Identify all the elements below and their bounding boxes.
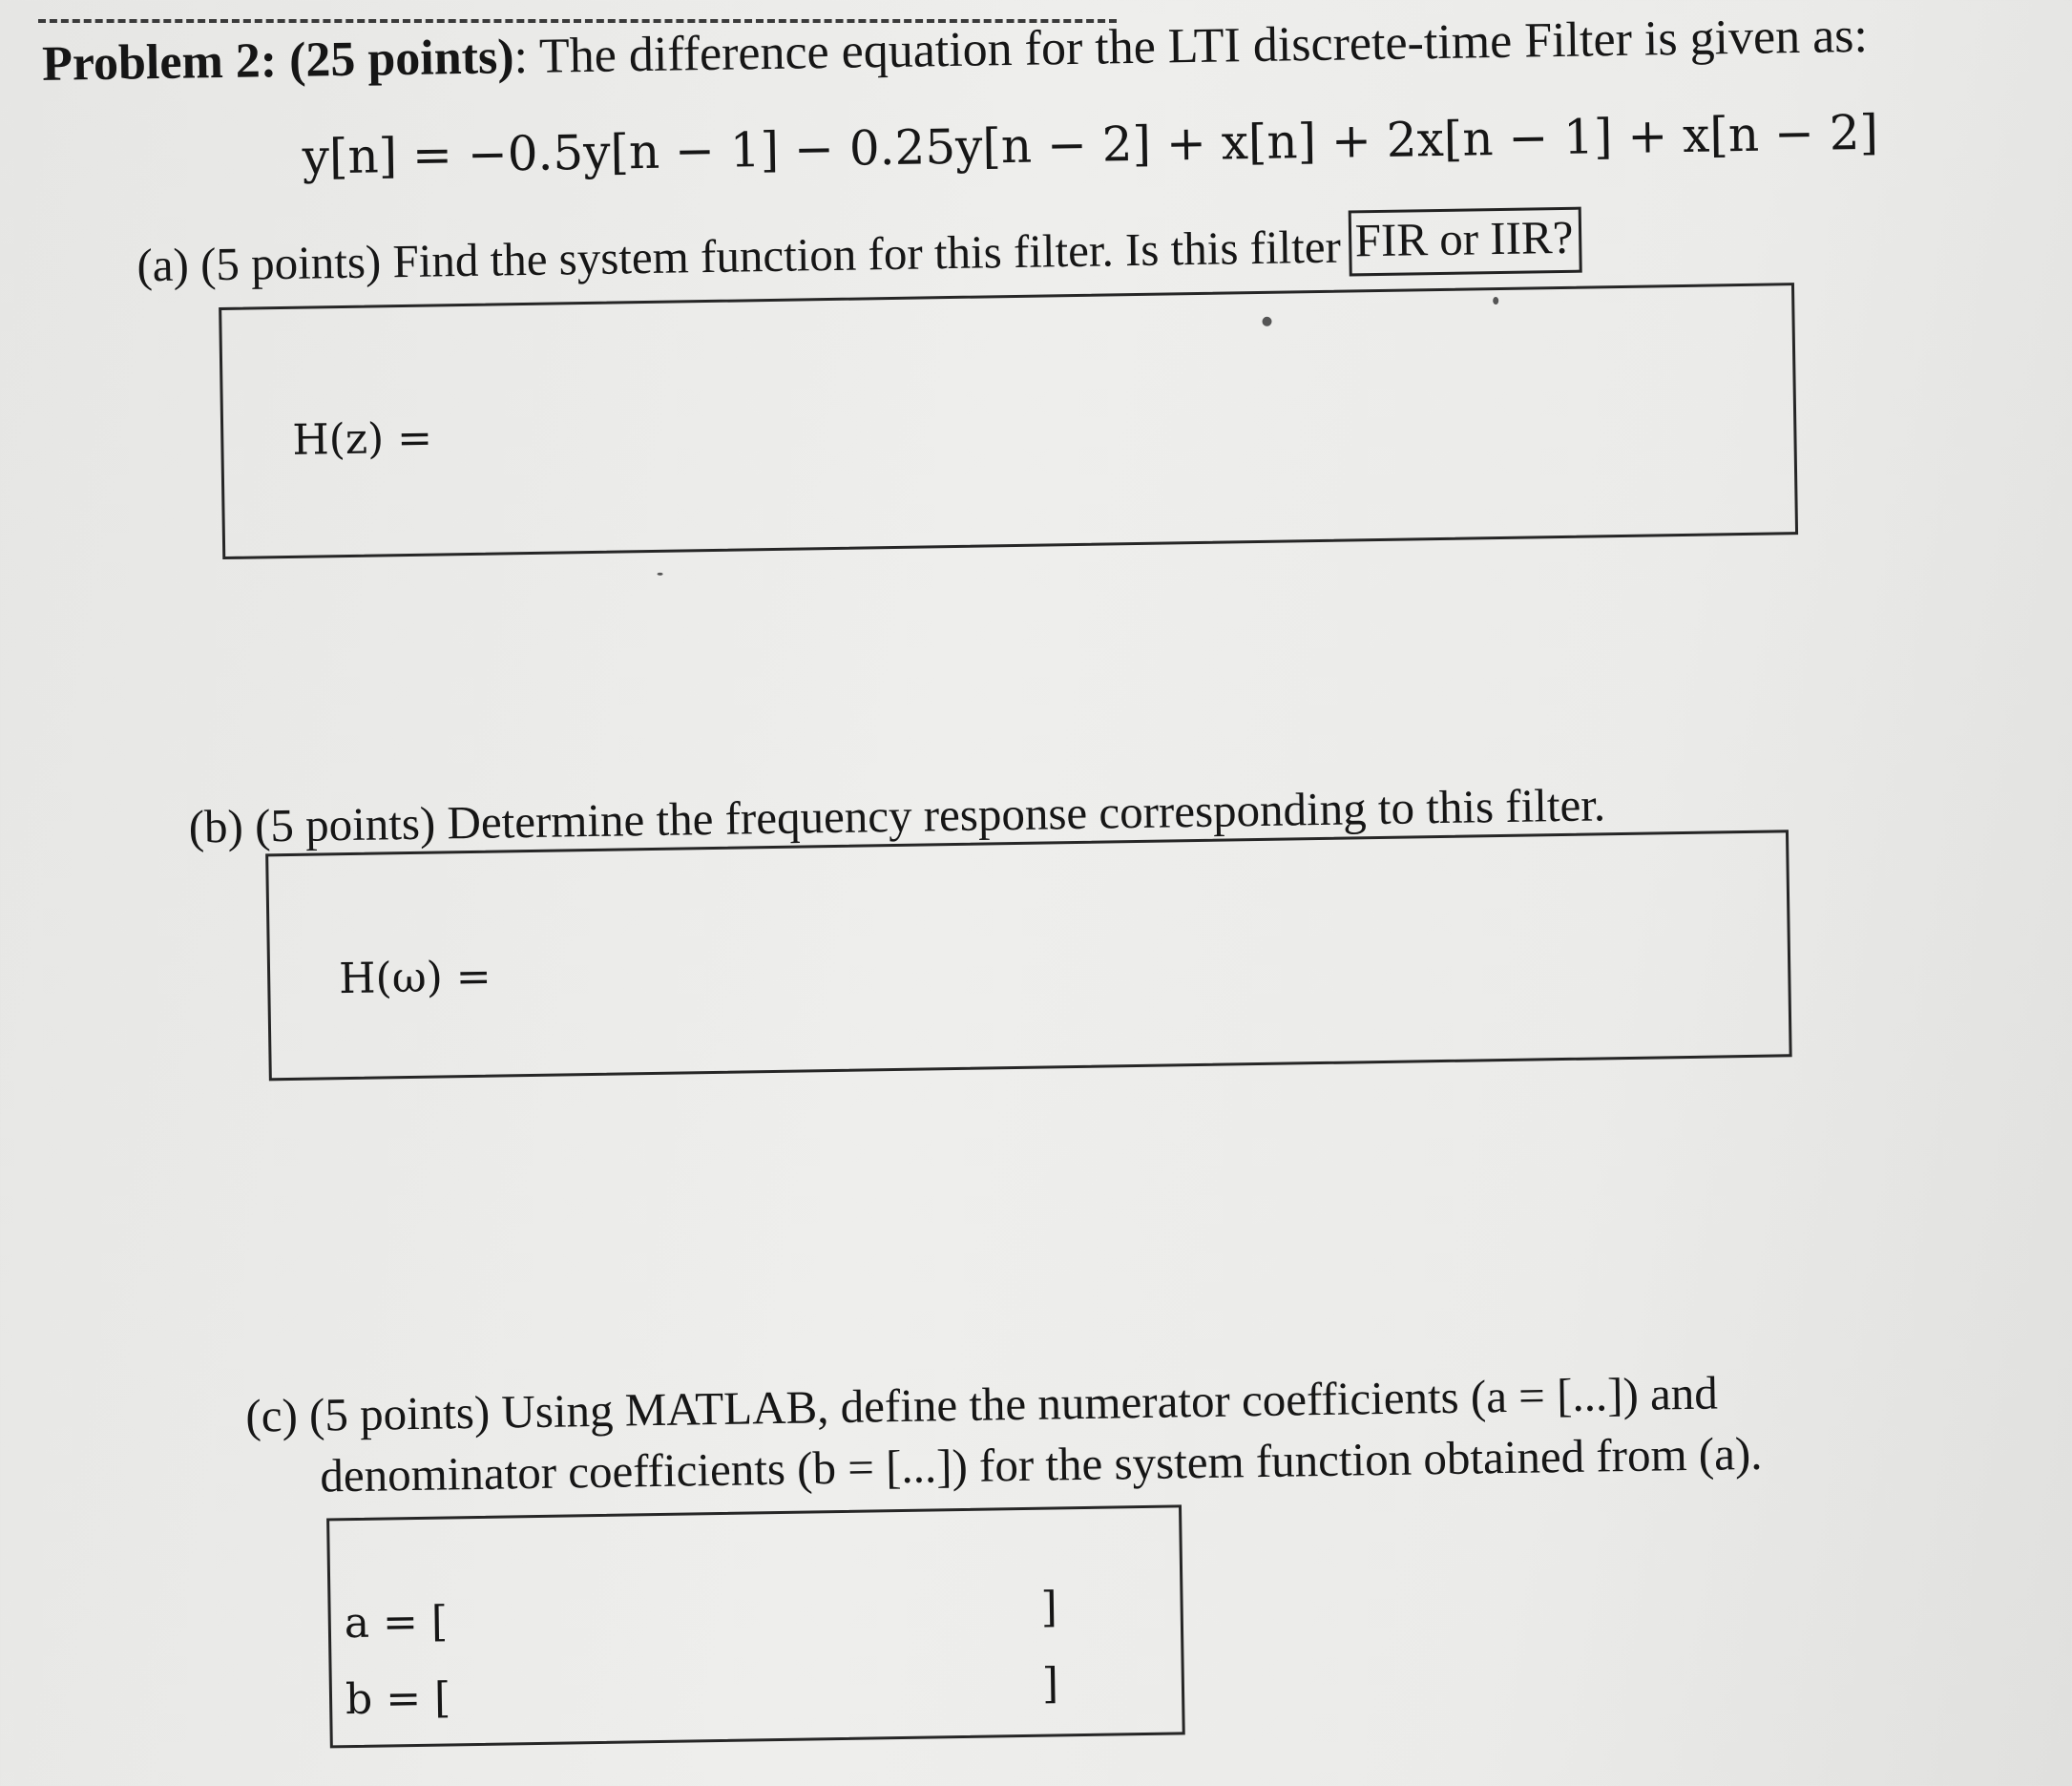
pen-dot: [658, 573, 663, 576]
pen-dot: [1262, 317, 1271, 326]
problem-heading: Problem 2: (25 points): [41, 30, 514, 92]
hw-label: H(ω) =: [338, 952, 492, 1004]
a-coefficients-label: a = [: [344, 1597, 449, 1649]
part-b-prompt: (b) (5 points) Determine the frequency response corresponding to this filter.: [188, 778, 1606, 853]
fir-iir-box: FIR or IIR?: [1348, 207, 1582, 277]
part-c-line1: (c) (5 points) Using MATLAB, define the numerator coefficients (a = [...]) and: [244, 1366, 1719, 1442]
a-close-bracket: ]: [1040, 1583, 1058, 1632]
answer-box-a[interactable]: [219, 283, 1798, 559]
problem-title: [42, 8, 1869, 93]
part-a-prompt: [136, 210, 1582, 302]
difference-equation: y[n] = −0.5y[n − 1] − 0.25y[n − 2] + x[n] + 2x[n − 1] + x[n − 2]: [302, 104, 1879, 185]
problem-intro: : The difference equation for the LTI discrete-time Filter is given as:: [513, 8, 1869, 85]
b-coefficients-label: b = [: [345, 1673, 451, 1725]
b-close-bracket: ]: [1041, 1659, 1059, 1709]
hz-label: H(z) =: [291, 413, 433, 465]
answer-box-b[interactable]: [265, 830, 1792, 1081]
pen-dot: [1493, 297, 1498, 305]
part-c-line2: denominator coefficients (b = [...]) for the system function obtained from (a).: [319, 1426, 1763, 1502]
part-a-text: (a) (5 points) Find the system function for this filter. Is this filter: [136, 220, 1342, 292]
